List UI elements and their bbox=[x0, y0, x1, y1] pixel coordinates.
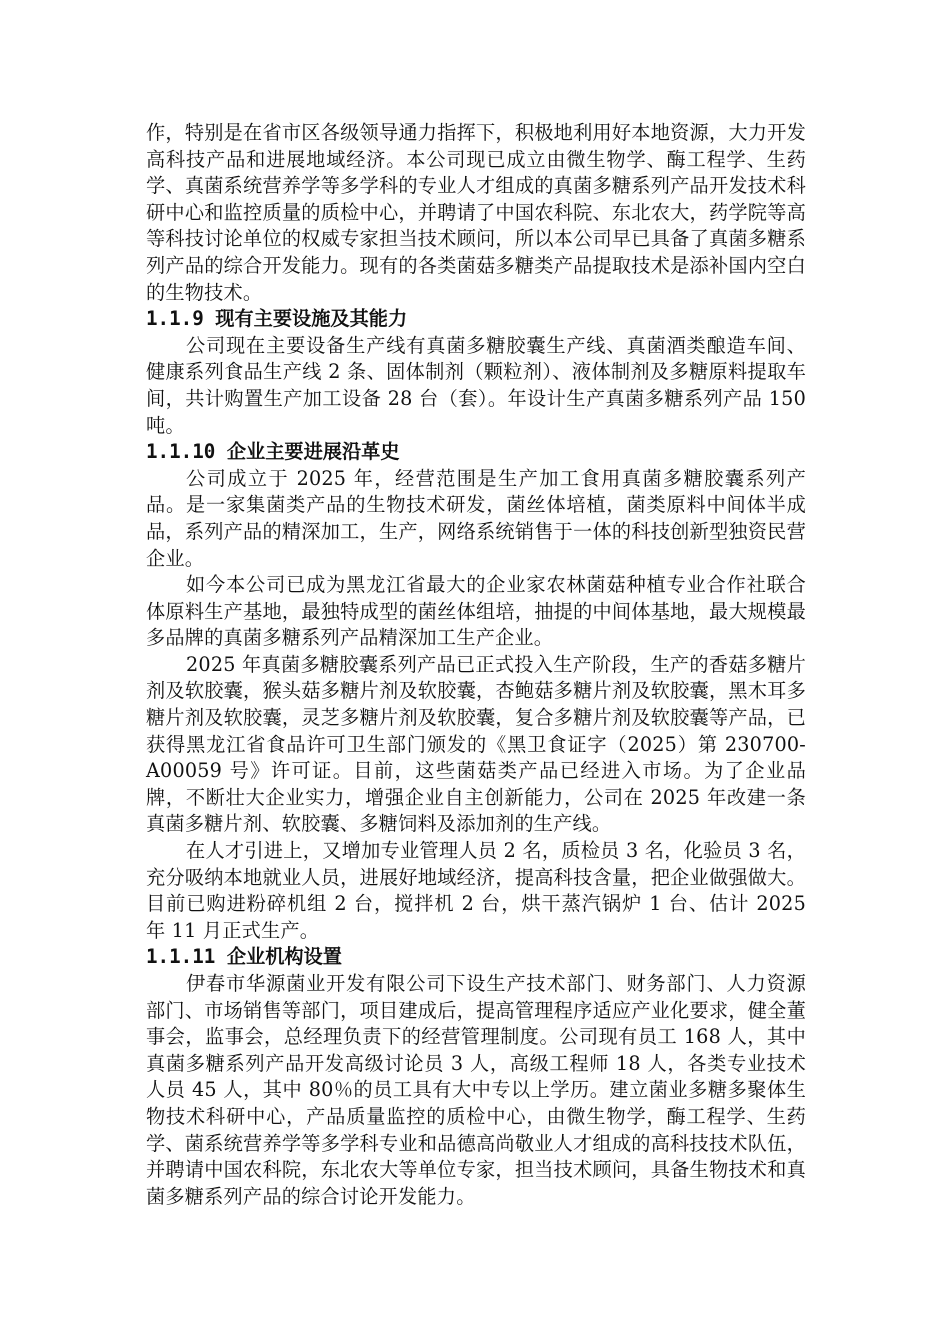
history-paragraph-2: 如今本公司已成为黑龙江省最大的企业家农林菌菇种植专业合作社联合体原料生产基地，最独特成型的菌丝体组培，抽提的中间体基地，最大规模最多品牌的真菌多糖系列产品精深加工生产企业。 bbox=[146, 573, 806, 650]
history-paragraph-1: 公司成立于 2025 年，经营范围是生产加工食用真菌多糖胶囊系列产品。是一家集菌类产品的生物技术研发，菌丝体培植，菌类原料中间体半成品，系列产品的精深加工，生产，网络系统销售于一体的科技创新型独资民营企业。 bbox=[146, 466, 806, 570]
facilities-paragraph: 公司现在主要设备生产线有真菌多糖胶囊生产线、真菌酒类酿造车间、健康系列食品生产线 2 条、固体制剂（颗粒剂）、液体制剂及多糖原料提取车间，共计购置生产加工设备 28 台（套）。年设计生产真菌多糖系列产品 150 吨。 bbox=[146, 333, 806, 437]
section-heading-1-1-10: 1.1.10 企业主要进展沿革史 bbox=[146, 440, 400, 464]
organization-paragraph: 伊春市华源菌业开发有限公司下设生产技术部门、财务部门、人力资源部门、市场销售等部门，项目建成后，提高管理程序适应产业化要求，健全董事会，监事会，总经理负责下的经营管理制度。公司现有员工 168 人，其中真菌多糖系列产品开发高级讨论员 3 人，高级工程师 18 人，各类专业技术人员 45 人，其中 80％的员工具有大中专以上学历。建立菌业多糖多聚体生物技术科研中心，产品质量监控的质检中心，由微生物学，酶工程学、生药学、菌系统营养学等多学科专业和品德高尚敬业人才组成的高科技技术队伍，并聘请中国农科院，东北农大等单位专家，担当技术顾问，具备生物技术和真菌多糖系列产品的综合讨论开发能力。 bbox=[146, 972, 806, 1208]
section-heading-1-1-11: 1.1.11 企业机构设置 bbox=[146, 945, 342, 969]
section-heading-1-1-9: 1.1.9 现有主要设施及其能力 bbox=[146, 307, 408, 331]
history-paragraph-4: 在人才引进上，又增加专业管理人员 2 名，质检员 3 名，化验员 3 名，充分吸纳本地就业人员，进展好地域经济，提高科技含量，把企业做强做大。目前已购进粉碎机组 2 台，搅拌机 2 台，烘干蒸汽锅炉 1 台、估计 2025 年 11 月正式生产。 bbox=[146, 839, 806, 942]
document-body bbox=[146, 120, 806, 1210]
intro-paragraph: 作，特别是在省市区各级领导通力指挥下，积极地利用好本地资源，大力开发高科技产品和进展地域经济。本公司现已成立由微生物学、酶工程学、生药学、真菌系统营养学等多学科的专业人才组成的真菌多糖系列产品开发技术科研中心和监控质量的质检中心，并聘请了中国农科院、东北农大，药学院等高等科技讨论单位的权威专家担当技术顾问，所以本公司早已具备了真菌多糖系列产品的综合开发能力。现有的各类菌菇多糖类产品提取技术是添补国内空白的生物技术。 bbox=[146, 121, 806, 304]
history-paragraph-3: 2025 年真菌多糖胶囊系列产品已正式投入生产阶段，生产的香菇多糖片剂及软胶囊，猴头菇多糖片剂及软胶囊，杏鲍菇多糖片剂及软胶囊，黑木耳多糖片剂及软胶囊，灵芝多糖片剂及软胶囊，复合多糖片剂及软胶囊等产品，已获得黑龙江省食品许可卫生部门颁发的《黑卫食证字（2025）第 230700-A00059 号》许可证。目前，这些菌菇类产品已经进入市场。为了企业品牌，不断壮大企业实力，增强企业自主创新能力，公司在 2025 年改建一条真菌多糖片剂、软胶囊、多糖饲料及添加剂的生产线。 bbox=[146, 652, 806, 836]
